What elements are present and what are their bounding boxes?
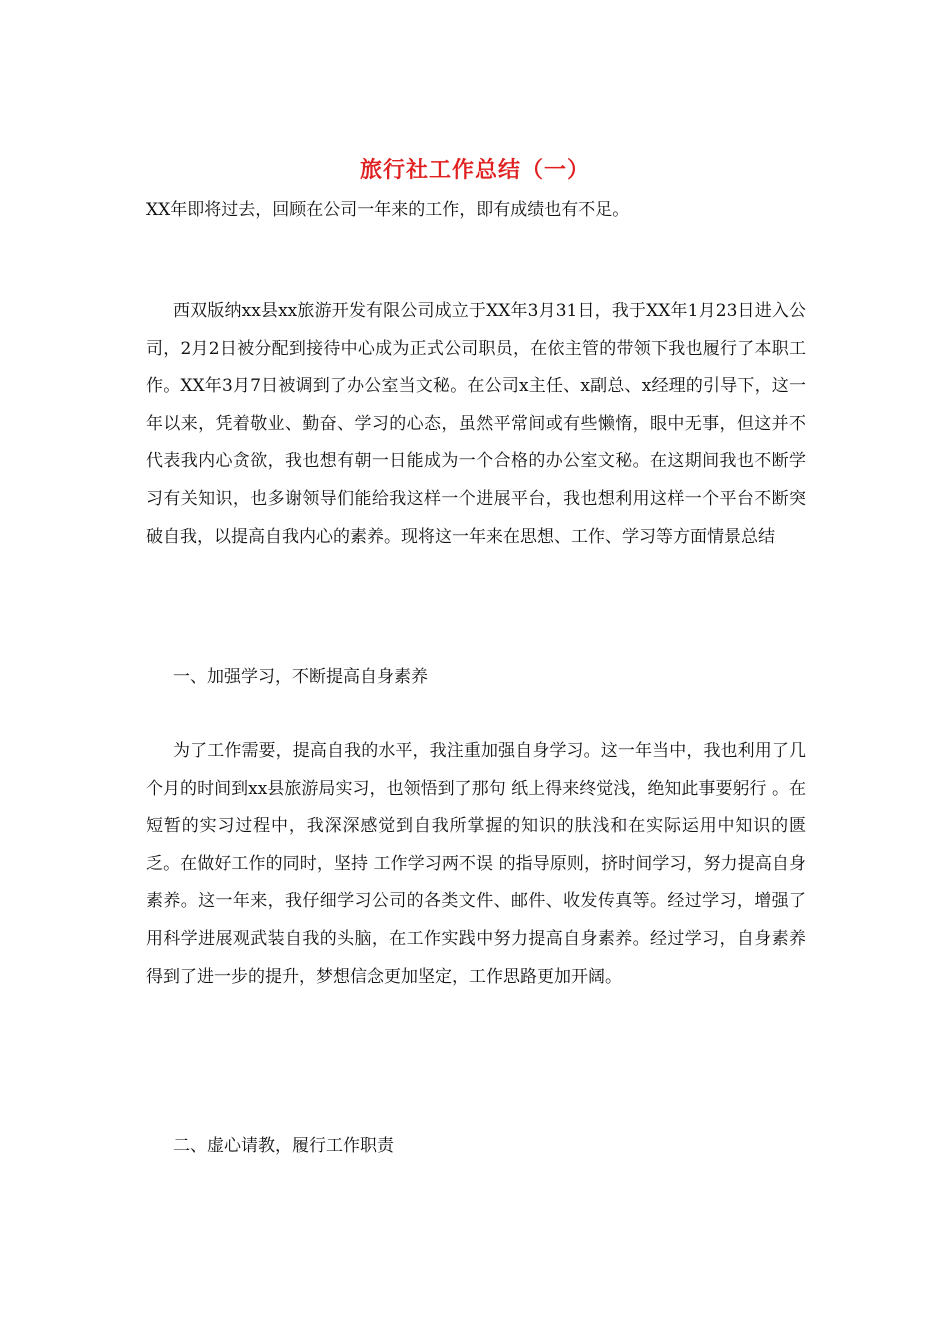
section-heading-1: 一、加强学习，不断提高自身素养 — [173, 667, 428, 687]
page-title: 旅行社工作总结（一） — [359, 157, 590, 183]
section-heading-2: 二、虚心请教，履行工作职责 — [173, 1136, 394, 1156]
intro-paragraph: XX年即将过去，回顾在公司一年来的工作，即有成绩也有不足。 — [146, 200, 630, 220]
body-paragraph-2: 为了工作需要，提高自我的水平，我注重加强自身学习。这一年当中，我也利用了几个月的时间到xx县旅游局实习，也领悟到了那句 纸上得来终觉浅，绝知此事要躬行 。在短暂的实习过程中，我深深感觉到自我所掌握的知识的肤浅和在实际运用中知识的匮乏。在做好工作的同时，坚持 工作学习两不误 的指导原则，挤时间学习，努力提高自身素养。这一年来，我仔细学习公司的各类文件、邮件、收发传真等。经过学习，增强了用科学进展观武装自我的头脑，在工作实践中努力提高自身素养。经过学习，自身素养得到了进一步的提升，梦想信念更加坚定，工作思路更加开阔。 — [146, 741, 806, 987]
body-paragraph-1: 西双版纳xx县xx旅游开发有限公司成立于XX年3月31日，我于XX年1月23日进入公司，2月2日被分配到接待中心成为正式公司职员，在依主管的带领下我也履行了本职工作。XX年3月7日被调到了办公室当文秘。在公司x主任、x副总、x经理的引导下，这一年以来，凭着敬业、勤奋、学习的心态，虽然平常间或有些懒惰，眼中无事，但这并不代表我内心贪欲，我也想有朝一日能成为一个合格的办公室文秘。在这期间我也不断学习有关知识，也多谢领导们能给我这样一个进展平台，我也想利用这样一个平台不断突破自我，以提高自我内心的素养。现将这一年来在思想、工作、学习等方面情景总结 — [146, 301, 806, 547]
